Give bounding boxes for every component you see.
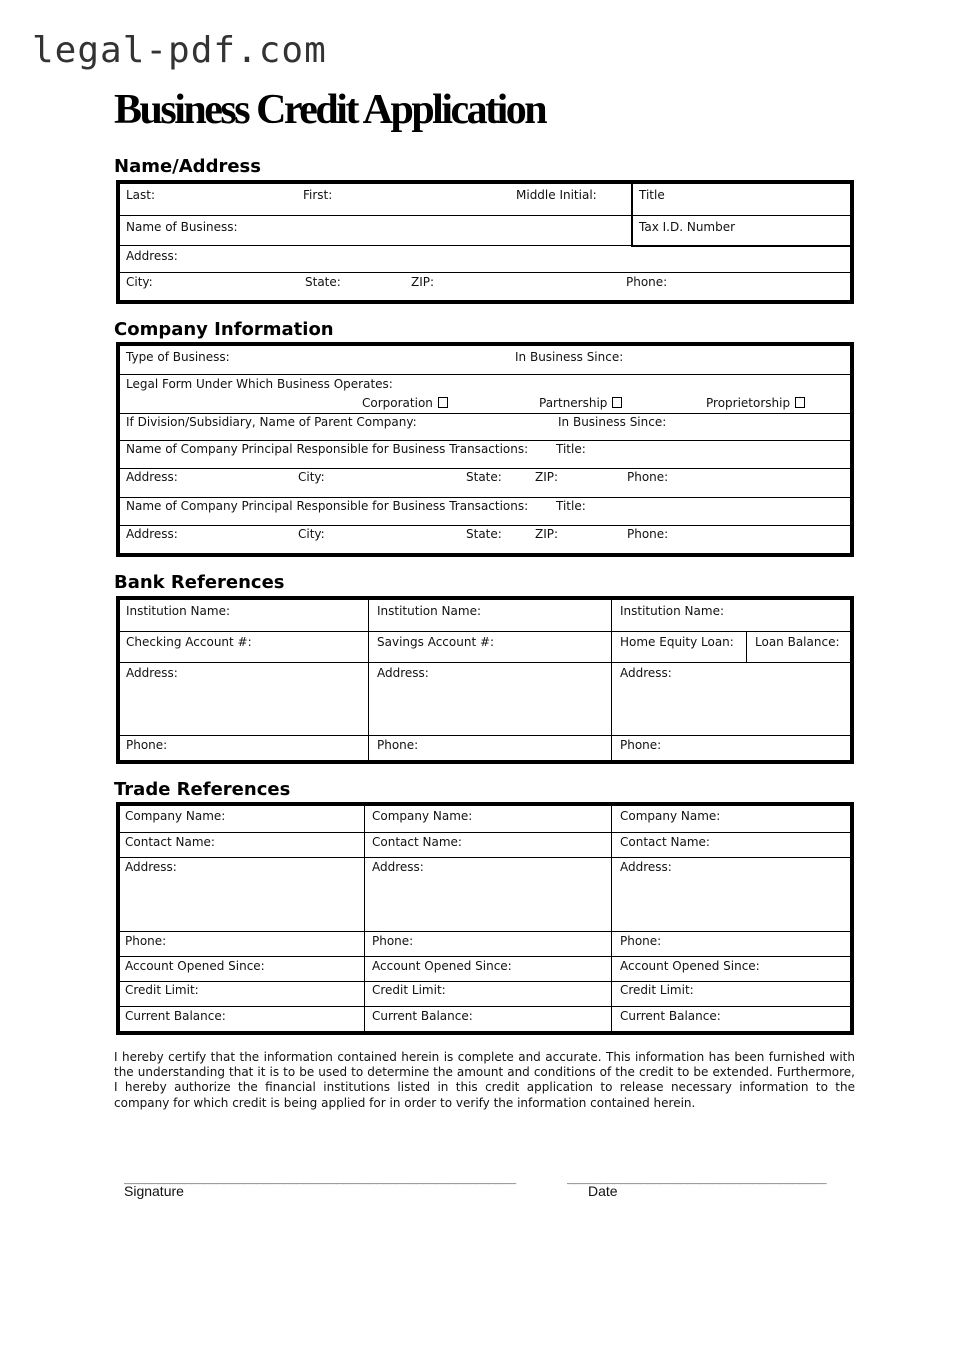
zip-label: ZIP: [411,275,435,289]
name-row [120,184,850,216]
address-label: Address: [126,527,178,541]
divider [631,245,850,247]
trade-ref-cell [365,833,612,857]
company-name-label: Company Name: [125,809,226,823]
last-name-label: Last: [126,188,156,202]
section-heading-trade-refs: Trade References [114,779,291,800]
bank-ref-cell [120,663,369,735]
section-heading-company-info: Company Information [114,319,334,340]
divider [631,216,633,246]
bank-ref-cell [369,736,612,760]
trade-ref-cell [365,982,612,1006]
address-label: Address: [126,249,178,263]
trade-phone-row [120,932,850,957]
zip-label: ZIP: [535,527,559,541]
trade-ref-cell [365,1007,612,1031]
parent-in-business-since-label: In Business Since: [558,415,667,429]
divider [746,632,747,662]
legal-form-label: Legal Form Under Which Business Operates: [126,377,393,391]
current-balance-label: Current Balance: [620,1009,721,1023]
bank-ref-cell [120,632,369,662]
address-label: Address: [620,860,672,874]
account-opened-label: Account Opened Since: [372,959,512,973]
partnership-option[interactable] [539,396,622,410]
corporation-label: Corporation [362,396,433,410]
trade-ref-cell [120,858,365,931]
contact-name-row [120,833,850,858]
trade-ref-cell [612,806,850,832]
credit-limit-label: Credit Limit: [372,983,446,997]
in-business-since-label: In Business Since: [515,350,624,364]
trade-ref-cell [612,957,850,981]
title-label: Title [639,188,665,202]
proprietorship-checkbox[interactable] [795,397,805,408]
address-label: Address: [125,860,177,874]
bank-ref-cell [612,632,850,662]
principal-address-row-1 [120,469,850,498]
bank-ref-cell [369,663,612,735]
trade-ref-cell [120,806,365,832]
partnership-checkbox[interactable] [612,397,622,408]
address-label: Address: [372,860,424,874]
contact-name-label: Contact Name: [620,835,710,849]
account-opened-label: Account Opened Since: [620,959,760,973]
proprietorship-label: Proprietorship [706,396,791,410]
business-name-row [120,216,850,246]
phone-label: Phone: [126,738,168,752]
type-of-business-label: Type of Business: [126,350,230,364]
trade-address-row [120,858,850,932]
trade-ref-cell [612,1007,850,1031]
trade-ref-cell [612,858,850,931]
watermark-logo: legal-pdf.com [32,30,327,71]
bank-ref-cell [369,600,612,631]
phone-label: Phone: [372,934,414,948]
company-info-box [116,342,854,557]
phone-label: Phone: [620,738,662,752]
principal-row-1 [120,441,850,469]
principal-row-2 [120,498,850,526]
address-label: Address: [620,666,672,680]
address-label: Address: [377,666,429,680]
trade-ref-cell [365,806,612,832]
trade-ref-cell [612,932,850,956]
phone-label: Phone: [626,275,668,289]
section-heading-bank-refs: Bank References [114,572,285,593]
date-line[interactable]: _______________________________________ [567,1170,826,1185]
section-heading-name-address: Name/Address [114,156,261,177]
trade-ref-cell [365,957,612,981]
address-row [120,246,850,273]
principal-title-label: Title: [556,442,586,456]
tax-id-label: Tax I.D. Number [639,220,736,234]
proprietorship-option[interactable] [706,396,805,410]
institution-name-label: Institution Name: [377,604,481,618]
state-label: State: [466,527,502,541]
trade-ref-cell [612,833,850,857]
institution-name-label: Institution Name: [126,604,230,618]
city-label: City: [298,527,325,541]
city-label: City: [126,275,153,289]
trade-ref-cell [120,957,365,981]
divider [631,184,633,215]
company-name-row [120,806,850,833]
account-opened-row [120,957,850,982]
business-name-label: Name of Business: [126,220,238,234]
zip-label: ZIP: [535,470,559,484]
phone-label: Phone: [125,934,167,948]
parent-company-row [120,414,850,441]
institution-row [120,600,850,632]
current-balance-row [120,1007,850,1031]
bank-ref-cell [369,632,612,662]
first-name-label: First: [303,188,333,202]
trade-ref-cell [120,833,365,857]
institution-name-label: Institution Name: [620,604,724,618]
bank-ref-cell [612,600,850,631]
signature-label: Signature [124,1183,184,1199]
trade-refs-box [116,802,854,1035]
bank-refs-box [116,596,854,764]
bank-ref-cell [612,736,850,760]
legal-form-row [120,375,850,414]
bank-ref-cell [120,736,369,760]
principal-address-row-2 [120,526,850,553]
checking-account-label: Checking Account #: [126,635,252,649]
phone-label: Phone: [627,470,669,484]
trade-ref-cell [612,982,850,1006]
trade-ref-cell [365,858,612,931]
address-label: Address: [126,470,178,484]
credit-limit-label: Credit Limit: [620,983,694,997]
bank-address-row [120,663,850,736]
partnership-label: Partnership [539,396,608,410]
phone-label: Phone: [620,934,662,948]
account-opened-label: Account Opened Since: [125,959,265,973]
trade-ref-cell [120,932,365,956]
bank-phone-row [120,736,850,760]
address-label: Address: [126,666,178,680]
state-label: State: [305,275,341,289]
home-equity-loan-label: Home Equity Loan: [620,635,734,649]
company-name-label: Company Name: [620,809,721,823]
contact-name-label: Contact Name: [125,835,215,849]
trade-ref-cell [120,982,365,1006]
company-name-label: Company Name: [372,809,473,823]
contact-name-label: Contact Name: [372,835,462,849]
page-title: Business Credit Application [114,87,546,133]
phone-label: Phone: [377,738,419,752]
trade-ref-cell [365,932,612,956]
certification-text: I hereby certify that the information contained herein is complete and accurate. This information has been furnished with the understanding that it is to be used to determine the amount and conditions of the credit to be extended. Furthermore, I hereby authorize the financial institutions listed in this credit application to release necessary information to the company for which credit is being applied for in order to verify the information contained herein. [114,1050,855,1110]
trade-ref-cell [120,1007,365,1031]
account-row [120,632,850,663]
current-balance-label: Current Balance: [125,1009,226,1023]
phone-label: Phone: [627,527,669,541]
credit-limit-label: Credit Limit: [125,983,199,997]
name-address-box [116,180,854,304]
bank-ref-cell [612,663,850,735]
credit-limit-row [120,982,850,1007]
principal-label: Name of Company Principal Responsible for Business Transactions: [126,499,529,513]
corporation-checkbox[interactable] [438,397,448,408]
type-of-business-row [120,346,850,375]
savings-account-label: Savings Account #: [377,635,495,649]
city-label: City: [298,470,325,484]
bank-ref-cell [120,600,369,631]
loan-balance-label: Loan Balance: [755,635,840,649]
parent-company-label: If Division/Subsidiary, Name of Parent Company: [126,415,417,429]
principal-title-label: Title: [556,499,586,513]
state-label: State: [466,470,502,484]
date-label: Date [588,1183,618,1199]
current-balance-label: Current Balance: [372,1009,473,1023]
middle-initial-label: Middle Initial: [516,188,597,202]
corporation-option[interactable] [362,396,448,410]
city-row [120,273,850,300]
signature-line[interactable]: ___________________________________________________________ [124,1170,515,1185]
principal-label: Name of Company Principal Responsible for Business Transactions: [126,442,529,456]
